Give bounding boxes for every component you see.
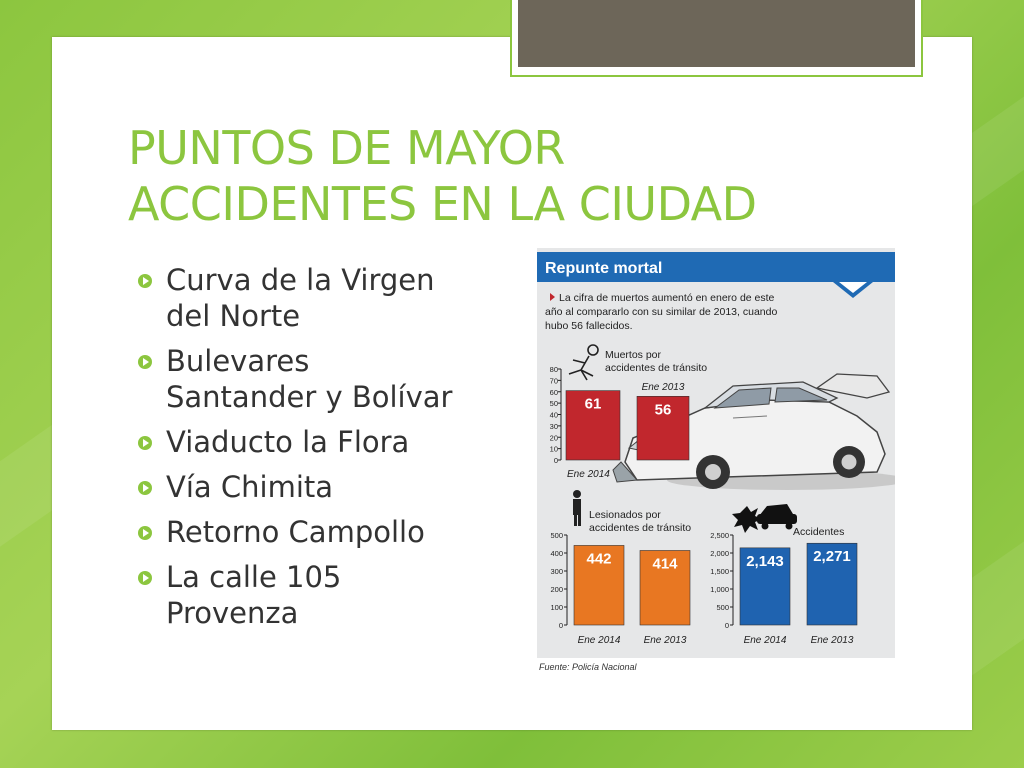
bullet-arrow-icon [138, 355, 152, 369]
list-item-text: Bulevares [166, 344, 310, 378]
category-label: Ene 2014 [567, 469, 610, 480]
y-tick-label: 0 [724, 621, 729, 630]
bar-value-label: 2,271 [813, 548, 851, 566]
chart-title-line: Accidentes [793, 526, 845, 538]
source-note: Fuente: Policía Nacional [539, 662, 637, 672]
y-tick-label: 0 [558, 621, 563, 630]
list-item-text: Vía Chimita [166, 470, 334, 504]
y-tick-label: 40 [549, 410, 558, 420]
category-label: Ene 2013 [641, 382, 685, 393]
list-item-text: del Norte [166, 299, 301, 333]
list-item-text: Viaducto la Flora [166, 425, 410, 459]
bar-value-label: 61 [584, 395, 602, 413]
y-tick-label: 20 [549, 433, 558, 443]
chart-title-line: Lesionados por [589, 509, 661, 521]
bullet-arrow-icon [138, 526, 152, 540]
list-item [136, 514, 506, 550]
injured-person-icon [573, 490, 581, 526]
list-item [136, 469, 506, 505]
list-item-text: Provenza [166, 596, 299, 630]
y-tick-label: 1,500 [710, 567, 729, 576]
list-item-text: Curva de la Virgen [166, 263, 435, 297]
list-item [136, 343, 506, 415]
bullet-list [136, 262, 506, 640]
category-label: Ene 2014 [577, 635, 621, 646]
infographic-svg [537, 248, 895, 674]
y-tick-label: 70 [549, 376, 558, 386]
y-tick-label: 500 [550, 531, 563, 540]
y-tick-label: 2,000 [710, 549, 729, 558]
list-item [136, 559, 506, 631]
y-tick-label: 30 [549, 421, 558, 431]
list-item [136, 424, 506, 460]
y-tick-label: 80 [549, 365, 558, 374]
list-item-text: La calle 105 [166, 560, 342, 594]
slide-title [128, 120, 848, 232]
bullet-arrow-icon [138, 436, 152, 450]
category-label: Ene 2013 [810, 635, 854, 646]
y-tick-label: 400 [550, 549, 563, 558]
bar-value-label: 414 [652, 555, 678, 573]
y-tick-label: 300 [550, 567, 563, 576]
bullet-arrow-icon [138, 274, 152, 288]
bar-value-label: 442 [586, 550, 612, 568]
chart-title-line: accidentes de tránsito [589, 522, 692, 534]
chart-title-line: Muertos por [605, 349, 662, 361]
intro-line: La cifra de muertos aumentó en enero de este [559, 292, 775, 304]
list-item-text: Santander y Bolívar [166, 380, 453, 414]
slide-title-line: PUNTOS DE MAYOR [128, 121, 565, 175]
y-tick-label: 200 [550, 585, 563, 594]
bullet-arrow-icon [138, 571, 152, 585]
intro-line: año al compararlo con su similar de 2013, cuando [545, 306, 778, 318]
chart-title-line: accidentes de tránsito [605, 362, 708, 374]
category-label: Ene 2013 [643, 635, 687, 646]
bar-value-label: 2,143 [746, 552, 784, 570]
infographic [537, 248, 895, 674]
list-item-text: Retorno Campollo [166, 515, 425, 549]
bar-value-label: 56 [654, 401, 672, 419]
y-tick-label: 0 [553, 456, 558, 465]
bullet-arrow-icon [138, 481, 152, 495]
y-tick-label: 500 [716, 603, 729, 612]
decorative-tab [518, 0, 915, 67]
y-tick-label: 10 [549, 444, 558, 454]
category-label: Ene 2014 [743, 635, 787, 646]
y-tick-label: 50 [549, 399, 558, 409]
infographic-header: Repunte mortal [545, 260, 663, 277]
y-tick-label: 1,000 [710, 585, 729, 594]
y-tick-label: 2,500 [710, 531, 729, 540]
y-tick-label: 60 [549, 387, 558, 397]
intro-line: hubo 56 fallecidos. [545, 320, 633, 332]
list-item [136, 262, 506, 334]
y-tick-label: 100 [550, 603, 563, 612]
slide-title-line: ACCIDENTES EN LA CIUDAD [128, 177, 757, 231]
